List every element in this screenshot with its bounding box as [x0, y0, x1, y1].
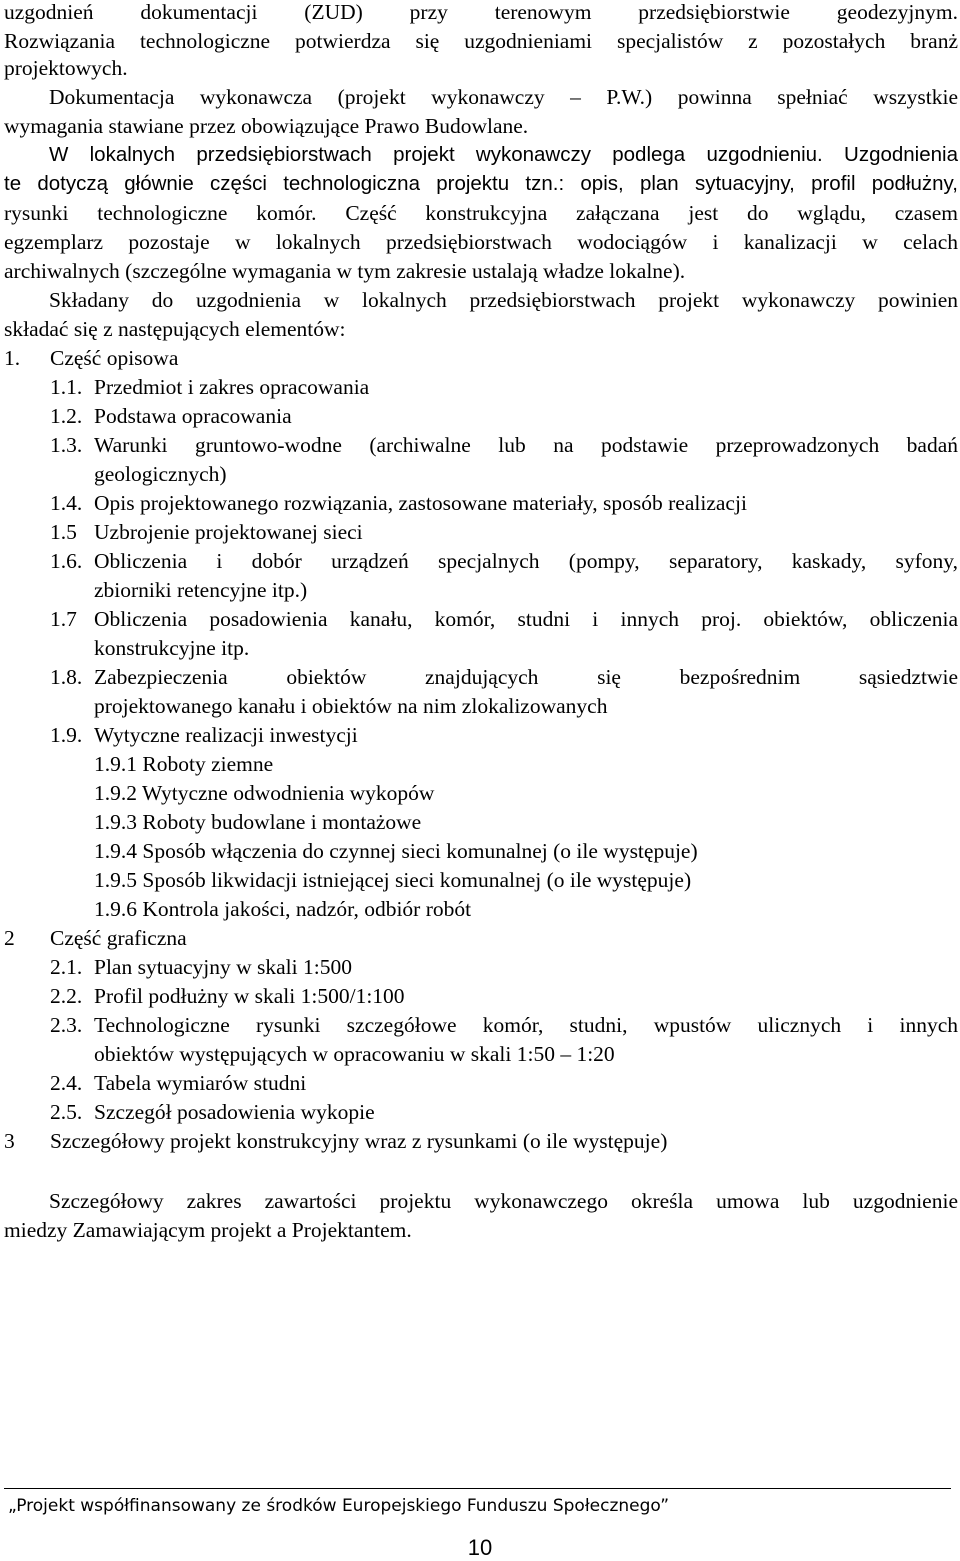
paragraph-line: projektowych.	[4, 56, 128, 80]
outline-subitem: 1.9.6 Kontrola jakości, nadzór, odbiór robót	[94, 897, 472, 921]
outline-number: 1.4.	[50, 491, 83, 515]
outline-item: Część opisowa	[50, 346, 179, 370]
paragraph-line: rysunki technologiczne komór. Część konstrukcyjna załączana jest do wglądu, czasem	[4, 201, 958, 225]
paragraph-line: te dotyczą głównie części technologiczna projektu tzn.: opis, plan sytuacyjny, profil podłużny,	[4, 172, 958, 195]
outline-item: Tabela wymiarów studni	[94, 1071, 307, 1095]
outline-subitem: 1.9.3 Roboty budowlane i montażowe	[94, 810, 422, 834]
paragraph-line: składać się z następujących elementów:	[4, 317, 346, 341]
paragraph-line: Szczegółowy zakres zawartości projektu wykonawczego określa umowa lub uzgodnienie	[49, 1189, 958, 1213]
outline-number: 1.5	[50, 520, 77, 544]
footer-text: „Projekt współfinansowany ze środków Europejskiego Funduszu Społecznego”	[8, 1496, 670, 1516]
outline-item: Uzbrojenie projektowanej sieci	[94, 520, 363, 544]
outline-number: 3	[4, 1129, 15, 1153]
outline-item: Część graficzna	[50, 926, 187, 950]
outline-item: Podstawa opracowania	[94, 404, 292, 428]
outline-item: Warunki gruntowo-wodne (archiwalne lub na podstawie przeprowadzonych badań	[94, 433, 958, 457]
outline-number: 2.4.	[50, 1071, 83, 1095]
outline-number: 1.	[4, 346, 21, 370]
outline-number: 2.2.	[50, 984, 83, 1008]
outline-item: Przedmiot i zakres opracowania	[94, 375, 370, 399]
outline-item-continuation: zbiorniki retencyjne itp.)	[94, 578, 308, 602]
outline-number: 2.1.	[50, 955, 83, 979]
paragraph-line: Dokumentacja wykonawcza (projekt wykonawczy – P.W.) powinna spełniać wszystkie	[49, 85, 958, 109]
outline-item: Wytyczne realizacji inwestycji	[94, 723, 358, 747]
outline-item-continuation: projektowanego kanału i obiektów na nim zlokalizowanych	[94, 694, 608, 718]
outline-item: Szczegółowy projekt konstrukcyjny wraz z rysunkami (o ile występuje)	[50, 1129, 668, 1153]
page-number: 10	[467, 1535, 493, 1560]
outline-item: Obliczenia posadowienia kanału, komór, studni i innych proj. obiektów, obliczenia	[94, 607, 958, 631]
outline-number: 2.5.	[50, 1100, 83, 1124]
outline-number: 1.3.	[50, 433, 83, 457]
paragraph-line: miedzy Zamawiającym projekt a Projektantem.	[4, 1218, 412, 1242]
outline-number: 2	[4, 926, 15, 950]
outline-item: Plan sytuacyjny w skali 1:500	[94, 955, 352, 979]
outline-number: 1.6.	[50, 549, 83, 573]
footer-divider	[4, 1488, 951, 1489]
outline-item-continuation: geologicznych)	[94, 462, 227, 486]
outline-item: Szczegół posadowienia wykopie	[94, 1100, 375, 1124]
outline-subitem: 1.9.4 Sposób włączenia do czynnej sieci komunalnej (o ile występuje)	[94, 839, 698, 863]
paragraph-line: Składany do uzgodnienia w lokalnych przedsiębiorstwach projekt wykonawczy powinien	[49, 288, 958, 312]
outline-number: 1.8.	[50, 665, 83, 689]
outline-number: 1.7	[50, 607, 77, 631]
outline-item: Profil podłużny w skali 1:500/1:100	[94, 984, 405, 1008]
outline-subitem: 1.9.5 Sposób likwidacji istniejącej sieci komunalnej (o ile występuje)	[94, 868, 692, 892]
outline-number: 1.1.	[50, 375, 83, 399]
outline-subitem: 1.9.1 Roboty ziemne	[94, 752, 274, 776]
outline-item-continuation: konstrukcyjne itp.	[94, 636, 250, 660]
paragraph-line: uzgodnień dokumentacji (ZUD) przy terenowym przedsiębiorstwie geodezyjnym.	[4, 0, 958, 24]
paragraph-line: archiwalnych (szczególne wymagania w tym zakresie ustalają władze lokalne).	[4, 259, 686, 283]
outline-item: Technologiczne rysunki szczegółowe komór, studni, wpustów ulicznych i innych	[94, 1013, 958, 1037]
outline-number: 2.3.	[50, 1013, 83, 1037]
outline-item: Opis projektowanego rozwiązania, zastosowane materiały, sposób realizacji	[94, 491, 747, 515]
outline-subitem: 1.9.2 Wytyczne odwodnienia wykopów	[94, 781, 435, 805]
paragraph-line: egzemplarz pozostaje w lokalnych przedsiębiorstwach wodociągów i kanalizacji w celach	[4, 230, 958, 254]
outline-item: Zabezpieczenia obiektów znajdujących się bezpośrednim sąsiedztwie	[94, 665, 958, 689]
outline-number: 1.9.	[50, 723, 83, 747]
outline-item: Obliczenia i dobór urządzeń specjalnych (pompy, separatory, kaskady, syfony,	[94, 549, 958, 573]
paragraph-line: wymagania stawiane przez obowiązujące Prawo Budowlane.	[4, 114, 529, 138]
paragraph-line: W lokalnych przedsiębiorstwach projekt wykonawczy podlega uzgodnieniu. Uzgodnienia	[49, 143, 958, 166]
outline-item-continuation: obiektów występujących w opracowaniu w skali 1:50 – 1:20	[94, 1042, 615, 1066]
paragraph-line: Rozwiązania technologiczne potwierdza się uzgodnieniami specjalistów z pozostałych branż	[4, 29, 958, 53]
outline-number: 1.2.	[50, 404, 83, 428]
